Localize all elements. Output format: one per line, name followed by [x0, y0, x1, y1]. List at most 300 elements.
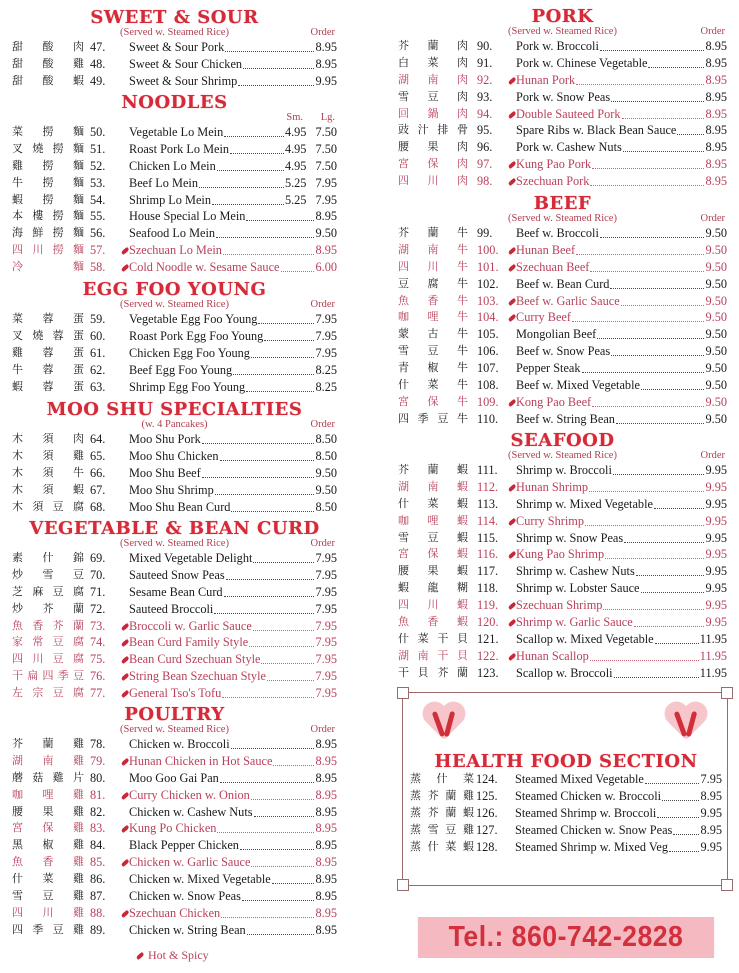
item-price: 9.95	[705, 496, 727, 511]
chinese-name: 蒸芥蘭雞	[410, 789, 474, 802]
dot-leader	[264, 340, 314, 341]
item-number: 102.	[477, 276, 499, 291]
chinese-name: 魚香蝦	[398, 616, 468, 629]
section-title: VEGETABLE & BEAN CURD	[29, 518, 320, 539]
item-price: 9.50	[705, 361, 727, 376]
chinese-name: 青椒牛	[398, 362, 468, 375]
chinese-name: 木須牛	[12, 466, 84, 479]
chinese-name: 魚香雞	[12, 856, 84, 869]
spacer	[507, 225, 516, 242]
item-price: 9.50	[705, 242, 727, 257]
chinese-name: 湖南蝦	[398, 480, 468, 493]
section-moo-shu	[12, 401, 337, 515]
item-price: 8.95	[705, 123, 727, 138]
item-name: Sauteed Broccoli	[129, 601, 214, 616]
dot-leader	[590, 185, 704, 186]
hot-spicy-pepper-icon	[507, 242, 516, 259]
section-seafood	[398, 432, 727, 682]
item-price: 8.50	[315, 432, 337, 446]
order-label: Lg.	[320, 112, 335, 123]
spacer	[507, 55, 516, 72]
item-name: Moo Shu Chicken	[129, 448, 219, 463]
spacer	[507, 139, 516, 156]
chinese-name: 海鮮撈麵	[12, 227, 84, 240]
spacer	[120, 482, 129, 499]
item-name: Cold Noodle w. Sesame Sauce	[129, 260, 280, 275]
section-subheader	[12, 27, 337, 39]
item-price: 9.50	[315, 482, 337, 497]
chinese-name: 牛蓉蛋	[12, 363, 84, 376]
item-number: 92.	[477, 72, 493, 87]
item-number: 120.	[477, 615, 499, 630]
item-number: 123.	[477, 665, 499, 680]
chinese-name: 冷麵	[12, 261, 84, 274]
telephone-banner: Tel.: 860-742-2828	[418, 917, 714, 958]
item-price: 8.95	[705, 89, 727, 104]
menu-item	[12, 225, 337, 242]
hot-spicy-pepper-icon	[120, 634, 129, 651]
dot-leader	[233, 374, 314, 375]
dot-leader	[224, 596, 315, 597]
item-price: 8.95	[315, 770, 337, 785]
item-name: Szechuan Pork	[516, 174, 590, 189]
item-number: 115.	[477, 530, 499, 545]
chinese-name: 宮保蝦	[398, 548, 468, 561]
dot-leader	[224, 136, 284, 137]
item-price: 9.50	[705, 394, 727, 409]
menu-item	[398, 360, 727, 377]
section-poultry	[12, 706, 337, 939]
item-price: 7.95	[315, 652, 337, 667]
item-name: Roast Pork Egg Foo Young	[129, 328, 264, 343]
menu-item	[398, 479, 727, 496]
chinese-name: 蝦蓉蛋	[12, 380, 84, 393]
spacer	[120, 39, 129, 56]
spacer	[120, 225, 129, 242]
chinese-name: 什菜干貝	[398, 632, 468, 645]
menu-item	[12, 175, 337, 192]
item-number: 113.	[477, 496, 499, 511]
item-number: 126.	[476, 805, 498, 820]
dot-leader	[243, 68, 314, 69]
menu-item	[12, 584, 337, 601]
dot-leader	[634, 626, 705, 627]
spacer	[120, 362, 129, 379]
item-name: Sauteed Snow Peas	[129, 567, 225, 582]
menu-item	[12, 668, 337, 685]
spacer	[506, 771, 515, 788]
section-subtitle: (Served w. Steamed Rice)	[120, 724, 229, 735]
spacer	[120, 345, 129, 362]
menu-item	[410, 839, 722, 856]
border-ornament	[397, 879, 409, 891]
menu-item	[398, 462, 727, 479]
spacer	[120, 567, 129, 584]
hot-spicy-pepper-icon	[507, 546, 516, 563]
chinese-name: 菜撈麵	[12, 126, 84, 138]
menu-item	[398, 139, 727, 156]
item-number: 98.	[477, 174, 493, 189]
menu-item	[398, 259, 727, 276]
chinese-name: 四川豆腐	[12, 653, 84, 666]
hot-spicy-pepper-icon	[120, 787, 129, 804]
dot-leader	[611, 101, 704, 102]
item-number: 106.	[477, 344, 499, 359]
section-subtitle: (Served w. Steamed Rice)	[508, 450, 617, 461]
item-price: 7.95	[315, 567, 337, 582]
menu-item	[12, 922, 337, 939]
dot-leader	[217, 170, 284, 171]
spacer	[120, 922, 129, 939]
menu-item	[12, 787, 337, 804]
menu-item	[12, 499, 337, 516]
menu-item	[398, 173, 727, 190]
dot-leader	[253, 630, 315, 631]
item-name: Chicken w. Snow Peas	[129, 889, 241, 904]
menu-item	[12, 73, 337, 90]
menu-item	[398, 309, 727, 326]
menu-item	[12, 753, 337, 770]
section-subtitle: (Served w. Steamed Rice)	[120, 538, 229, 549]
item-name: Szechuan Lo Mein	[129, 243, 222, 258]
item-number: 99.	[477, 226, 493, 240]
item-name: Chicken w. Broccoli	[129, 737, 230, 751]
item-price: 7.95	[700, 772, 722, 786]
item-name: Moo Shu Shrimp	[129, 482, 214, 497]
item-name: Beef w. Mixed Vegetable	[516, 378, 640, 393]
item-number: 114.	[477, 513, 499, 528]
spacer	[120, 56, 129, 73]
item-price: 8.95	[315, 40, 337, 54]
item-price: 9.95	[705, 547, 727, 562]
item-name: Black Pepper Chicken	[129, 838, 239, 853]
item-name: Curry Chicken w. Onion	[129, 787, 250, 802]
menu-item	[12, 888, 337, 905]
hot-spicy-pepper-icon	[120, 618, 129, 635]
chinese-name: 木須蝦	[12, 483, 84, 496]
item-name: Hunan Chicken in Hot Sauce	[129, 753, 273, 768]
dot-leader	[267, 680, 315, 681]
item-number: 111.	[477, 463, 498, 477]
chinese-name: 叉燒蓉蛋	[12, 329, 84, 342]
menu-item	[12, 141, 337, 158]
spacer	[120, 871, 129, 888]
chinese-name: 黑椒雞	[12, 839, 84, 852]
item-number: 56.	[90, 226, 106, 241]
menu-item	[398, 326, 727, 343]
item-number: 72.	[90, 601, 106, 616]
item-price: 7.95	[315, 192, 337, 207]
item-name: Mixed Vegetable Delight	[129, 551, 253, 565]
item-price: 9.50	[705, 378, 727, 393]
hot-spicy-pepper-icon	[120, 854, 129, 871]
heart-dancers-icon	[421, 703, 467, 743]
spacer	[507, 343, 516, 360]
border-ornament	[721, 879, 733, 891]
chinese-name: 木須雞	[12, 449, 84, 462]
dot-leader	[238, 85, 314, 86]
menu-item	[398, 343, 727, 360]
chinese-name: 芝麻豆腐	[12, 585, 84, 598]
chinese-name: 豉汁排骨	[398, 124, 468, 137]
chinese-name: 宮保肉	[398, 158, 468, 171]
menu-item	[12, 448, 337, 465]
item-price: 8.95	[705, 157, 727, 172]
item-name: Vegetable Lo Mein	[129, 125, 224, 139]
item-name: Pepper Steak	[516, 361, 581, 376]
item-number: 75.	[90, 652, 106, 667]
item-name: Hunan Shrimp	[516, 479, 589, 494]
menu-item	[398, 225, 727, 242]
dot-leader	[589, 491, 704, 492]
dot-leader	[202, 443, 315, 444]
order-label: Order	[700, 213, 725, 224]
chinese-name: 雪豆肉	[398, 90, 468, 103]
item-name: Double Sauteed Pork	[516, 106, 621, 121]
spacer	[120, 736, 129, 753]
chinese-name: 雪豆蝦	[398, 531, 468, 544]
item-price: 9.95	[700, 805, 722, 820]
item-price: 8.95	[315, 889, 337, 904]
spacer	[507, 276, 516, 293]
spacer	[120, 465, 129, 482]
item-name: Shrimp Egg Foo Young	[129, 379, 246, 394]
item-number: 48.	[90, 56, 106, 71]
dot-leader	[621, 305, 705, 306]
spacer	[507, 530, 516, 547]
item-price: 8.50	[315, 499, 337, 514]
chinese-name: 家常豆腐	[12, 636, 84, 649]
menu-item	[12, 601, 337, 618]
item-name: Sweet & Sour Pork	[129, 40, 225, 54]
hot-spicy-pepper-icon	[120, 820, 129, 837]
item-price: 9.95	[315, 73, 337, 88]
hot-spicy-pepper-icon	[120, 668, 129, 685]
item-name: Bean Curd Family Style	[129, 635, 249, 650]
dot-leader	[258, 323, 314, 324]
chinese-name: 咖哩雞	[12, 788, 84, 801]
item-name: Seafood Lo Mein	[129, 226, 216, 241]
chinese-name: 四川雞	[12, 906, 84, 919]
dot-leader	[610, 288, 704, 289]
menu-item	[398, 665, 727, 682]
dot-leader	[622, 118, 705, 119]
chinese-name: 芥蘭雞	[12, 738, 84, 750]
item-price: 7.95	[315, 328, 337, 343]
menu-item	[410, 771, 722, 788]
dot-leader	[221, 917, 314, 918]
item-number: 70.	[90, 567, 106, 582]
menu-item	[12, 431, 337, 448]
section-egg-foo-young	[12, 281, 337, 395]
chinese-name: 芥蘭肉	[398, 40, 468, 52]
section-subheader	[398, 213, 727, 225]
item-name: Vegetable Egg Foo Young	[129, 312, 258, 326]
item-number: 62.	[90, 362, 106, 377]
menu-item	[398, 377, 727, 394]
menu-item	[398, 546, 727, 563]
item-number: 66.	[90, 465, 106, 480]
item-price: 9.95	[705, 564, 727, 579]
item-number: 73.	[90, 618, 106, 633]
hot-spicy-pepper-icon	[120, 753, 129, 770]
hot-spicy-pepper-icon	[120, 242, 129, 259]
item-name: Kung Pao Pork	[516, 157, 592, 172]
menu-item	[398, 563, 727, 580]
spacer	[120, 770, 129, 787]
item-name: Beef Lo Mein	[129, 175, 198, 190]
item-price: 9.95	[705, 479, 727, 494]
chinese-name: 甜酸蝦	[12, 74, 84, 87]
item-name: Pork w. Broccoli	[516, 39, 599, 53]
legend	[135, 947, 209, 963]
dot-leader	[616, 423, 705, 424]
item-number: 67.	[90, 482, 106, 497]
order-label: Order	[310, 299, 335, 310]
item-number: 49.	[90, 73, 106, 88]
item-price: 9.95	[705, 615, 727, 630]
dot-leader	[251, 357, 315, 358]
item-price: 7.50	[315, 158, 337, 173]
item-price: 8.95	[700, 822, 722, 837]
item-number: 89.	[90, 922, 106, 937]
item-name: Beef w. String Bean	[516, 411, 615, 426]
section-subheader	[12, 538, 337, 550]
chinese-name: 芥蘭牛	[398, 227, 468, 239]
item-name: Mongolian Beef	[516, 327, 597, 342]
item-price: 8.95	[315, 209, 337, 224]
item-number: 94.	[477, 106, 493, 121]
item-name: Chicken w. Cashew Nuts	[129, 804, 253, 819]
item-number: 63.	[90, 379, 106, 394]
item-number: 77.	[90, 686, 106, 701]
item-price: 7.95	[315, 584, 337, 599]
chinese-name: 咖哩牛	[398, 311, 468, 324]
dot-leader	[623, 151, 705, 152]
section-beef	[398, 195, 727, 428]
spacer	[120, 499, 129, 516]
item-name: Moo Shu Pork	[129, 432, 201, 446]
item-number: 55.	[90, 209, 106, 224]
hot-spicy-pepper-icon	[507, 173, 516, 190]
menu-item	[12, 465, 337, 482]
item-name: Pork w. Chinese Vegetable	[516, 55, 648, 70]
dot-leader	[645, 783, 700, 784]
spacer	[120, 311, 129, 328]
chinese-name: 牛撈麵	[12, 176, 84, 189]
dot-leader	[273, 765, 314, 766]
item-price: 8.95	[315, 821, 337, 836]
menu-item	[12, 804, 337, 821]
item-number: 124.	[476, 772, 498, 786]
hot-spicy-pepper-icon	[507, 614, 516, 631]
item-price: 9.50	[705, 310, 727, 325]
chinese-name: 什菜蝦	[398, 497, 468, 510]
dot-leader	[657, 817, 699, 818]
spacer	[507, 122, 516, 139]
dot-leader	[242, 900, 315, 901]
dot-leader	[673, 834, 699, 835]
item-number: 118.	[477, 581, 499, 596]
item-price: 8.95	[315, 787, 337, 802]
dot-leader	[222, 697, 314, 698]
menu-item	[12, 618, 337, 635]
chinese-name: 什菜牛	[398, 379, 468, 392]
menu-item	[12, 379, 337, 396]
menu-item	[12, 651, 337, 668]
item-number: 103.	[477, 293, 499, 308]
item-price: 9.50	[705, 226, 727, 240]
chinese-name: 蒸什菜蝦	[410, 840, 474, 853]
item-price: 8.25	[315, 379, 337, 394]
item-number: 97.	[477, 157, 493, 172]
menu-item	[12, 634, 337, 651]
menu-item	[12, 770, 337, 787]
dot-leader	[246, 391, 314, 392]
dot-leader	[669, 851, 699, 852]
item-price: 9.95	[705, 598, 727, 613]
spacer	[120, 124, 129, 141]
item-number: 76.	[90, 669, 106, 684]
spacer	[120, 448, 129, 465]
hot-spicy-pepper-icon	[507, 597, 516, 614]
spacer	[120, 379, 129, 396]
chinese-name: 甜酸肉	[12, 41, 84, 53]
item-number: 105.	[477, 327, 499, 342]
chinese-name: 回鍋肉	[398, 107, 468, 120]
spacer	[507, 563, 516, 580]
spacer	[120, 584, 129, 601]
menu-item	[398, 648, 727, 665]
section-sweet-sour	[12, 9, 337, 90]
spacer	[120, 175, 129, 192]
item-price: 9.50	[705, 276, 727, 291]
item-price: 8.95	[315, 753, 337, 768]
item-number: 100.	[477, 242, 499, 257]
item-price: 9.50	[705, 293, 727, 308]
chinese-name: 白菜肉	[398, 56, 468, 69]
menu-item	[12, 124, 337, 141]
border-ornament	[721, 687, 733, 699]
dot-leader	[572, 321, 704, 322]
item-price: 8.95	[315, 737, 337, 751]
dot-leader	[655, 643, 699, 644]
item-name: Spare Ribs w. Black Bean Sauce	[516, 123, 677, 138]
price-small: 4.95	[284, 125, 307, 139]
spacer	[120, 328, 129, 345]
section-title: EGG FOO YOUNG	[82, 279, 267, 300]
dot-leader	[202, 477, 315, 478]
chinese-name: 干扁四季豆	[12, 670, 84, 683]
item-number: 104.	[477, 310, 499, 325]
chinese-name: 素什錦	[12, 552, 84, 564]
item-name: Shrimp w. Garlic Sauce	[516, 615, 633, 630]
spacer	[507, 665, 516, 682]
item-name: Kung Po Chicken	[129, 821, 217, 836]
dot-leader	[603, 609, 704, 610]
item-number: 53.	[90, 175, 106, 190]
item-price: 7.95	[315, 551, 337, 565]
hot-spicy-pepper-icon	[507, 106, 516, 123]
item-number: 91.	[477, 55, 493, 70]
menu-item	[398, 496, 727, 513]
item-number: 84.	[90, 838, 106, 853]
spacer	[120, 431, 129, 448]
chinese-name: 芥蘭蝦	[398, 464, 468, 476]
item-number: 58.	[90, 260, 106, 275]
item-number: 52.	[90, 158, 106, 173]
dot-leader	[613, 474, 705, 475]
